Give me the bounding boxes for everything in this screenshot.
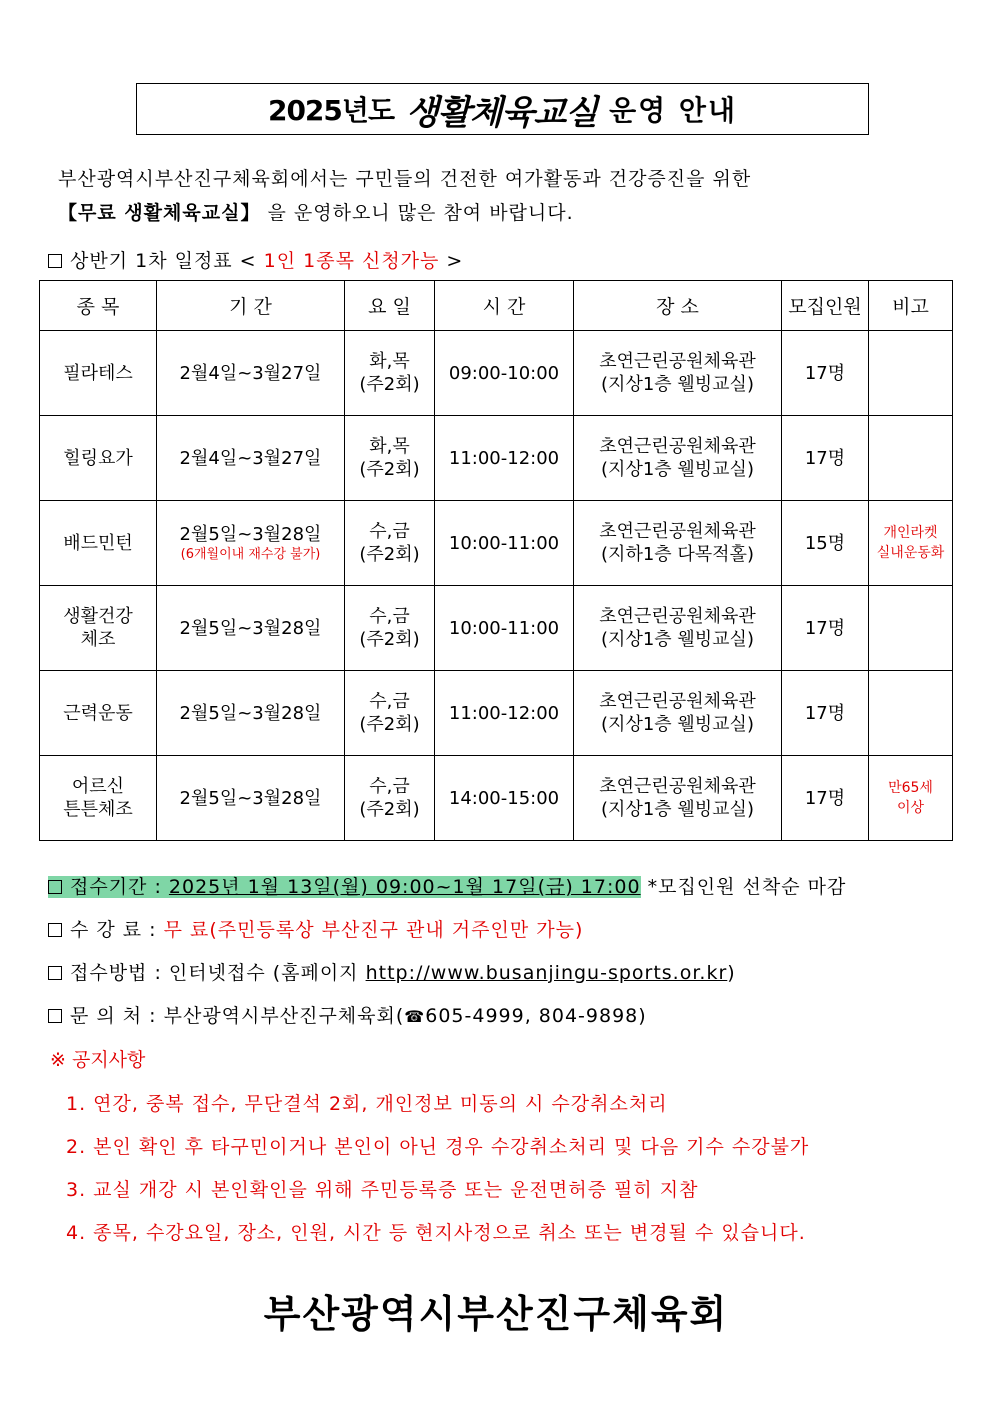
cell-count: 17명: [782, 586, 869, 671]
checkbox-square-icon: [48, 880, 62, 894]
cell-period: [157, 671, 345, 756]
cell-sport: 배드민턴: [40, 501, 157, 586]
days-text: 화,목: [369, 351, 410, 372]
schedule-highlight: 1인 1종목 신청가능: [263, 250, 440, 272]
cell-sport: 힐링요가: [40, 416, 157, 501]
notice-item-3: 3. 교실 개강 시 본인확인을 위해 주민등록증 또는 운전면허증 필히 지참: [66, 1179, 699, 1201]
freq-text: (주2회): [359, 459, 420, 480]
notice-item-4: 4. 종목, 수강요일, 장소, 인원, 시간 등 현지사정으로 취소 또는 변경될 수 있습니다.: [66, 1222, 806, 1244]
intro-rest: 을 운영하오니 많은 참여 바랍니다.: [260, 202, 574, 224]
cell-days: [345, 416, 435, 501]
place-room: (지상1층 웰빙교실): [601, 714, 754, 735]
header-time: 시 간: [435, 281, 574, 331]
cell-place: [574, 331, 782, 416]
table-row: [40, 416, 953, 501]
notice-item-1: 1. 연강, 중복 접수, 무단결석 2회, 개인정보 미동의 시 수강취소처리: [66, 1093, 668, 1115]
table-row: [40, 331, 953, 416]
place-name: 초연근린공원체육관: [599, 351, 756, 372]
cell-note: [869, 331, 953, 416]
schedule-heading: [48, 246, 463, 273]
method-line: [48, 958, 736, 985]
checkbox-square-icon: [48, 923, 62, 937]
cell-count: 17명: [782, 416, 869, 501]
cell-note: [869, 586, 953, 671]
cell-period: [157, 501, 345, 586]
method-url-link[interactable]: http://www.busanjingu-sports.or.kr: [365, 962, 728, 984]
place-name: 초연근린공원체육관: [599, 691, 756, 712]
cell-count: 15명: [782, 501, 869, 586]
cell-place: [574, 501, 782, 586]
contact-label: 문 의 처 : 부산광역시부산진구체육회(: [70, 1005, 405, 1027]
header-note: 비고: [869, 281, 953, 331]
period-note: (6개월이내 재수강 불가): [180, 547, 321, 562]
reception-note: *모집인원 선착순 마감: [640, 876, 847, 898]
place-name: 초연근린공원체육관: [599, 521, 756, 542]
period-text: 2월5일~3월28일: [179, 524, 322, 545]
cell-period: [157, 416, 345, 501]
note-line-2: 이상: [896, 800, 925, 816]
freq-text: (주2회): [359, 629, 420, 650]
checkbox-square-icon: [48, 1009, 62, 1023]
freq-text: (주2회): [359, 714, 420, 735]
cell-count: 17명: [782, 671, 869, 756]
note-line-1: 개인라켓: [883, 525, 938, 541]
cell-days: [345, 671, 435, 756]
header-count: 모집인원: [782, 281, 869, 331]
checkbox-square-icon: [48, 254, 62, 268]
table-header-row: [40, 281, 953, 331]
cell-sport: 필라테스: [40, 331, 157, 416]
intro-line-2: [58, 196, 751, 230]
method-end: ): [727, 962, 736, 984]
checkbox-square-icon: [48, 966, 62, 980]
cell-period: [157, 331, 345, 416]
cell-note: [869, 416, 953, 501]
header-days: 요 일: [345, 281, 435, 331]
cell-place: [574, 756, 782, 841]
cell-place: [574, 416, 782, 501]
cell-sport: 생활건강 체조: [40, 586, 157, 671]
cell-time: 11:00-12:00: [435, 671, 574, 756]
note-line-2: 실내운동화: [876, 545, 945, 561]
cell-sport: 어르신 튼튼체조: [40, 756, 157, 841]
days-text: 수,금: [369, 606, 410, 627]
cell-period: [157, 756, 345, 841]
fee-line: [48, 915, 583, 942]
fee-value: 무 료(주민등록상 부산진구 관내 거주인만 가능): [163, 919, 584, 941]
note-line-1: 만65세: [888, 780, 933, 796]
period-text: 2월5일~3월28일: [179, 617, 322, 639]
cell-time: 14:00-15:00: [435, 756, 574, 841]
reception-highlight: [48, 876, 641, 898]
freq-text: (주2회): [359, 544, 420, 565]
intro-bold: 【무료 생활체육교실】: [58, 202, 261, 224]
intro-line-1: 부산광역시부산진구체육회에서는 구민들의 건전한 여가활동과 건강증진을 위한: [58, 168, 752, 190]
table-row: [40, 756, 953, 841]
cell-days: [345, 331, 435, 416]
days-text: 수,금: [369, 691, 410, 712]
period-text: 2월4일~3월27일: [179, 362, 322, 384]
period-text: 2월5일~3월28일: [179, 702, 322, 724]
cell-sport: 근력운동: [40, 671, 157, 756]
notice-item-2: 2. 본인 확인 후 타구민이거나 본인이 아닌 경우 수강취소처리 및 다음 기수 수강불가: [66, 1136, 810, 1158]
cell-count: 17명: [782, 331, 869, 416]
header-place: 장 소: [574, 281, 782, 331]
cell-time: 11:00-12:00: [435, 416, 574, 501]
period-text: 2월5일~3월28일: [179, 787, 322, 809]
reception-line: [48, 872, 846, 899]
place-room: (지상1층 웰빙교실): [601, 374, 754, 395]
cell-time: 10:00-11:00: [435, 501, 574, 586]
header-sport: 종 목: [40, 281, 157, 331]
period-text: 2월4일~3월27일: [179, 447, 322, 469]
title-suffix: 운영 안내: [609, 94, 738, 127]
place-room: (지하1층 다목적홀): [601, 544, 754, 565]
reception-label: 접수기간 :: [70, 876, 169, 898]
cell-time: 09:00-10:00: [435, 331, 574, 416]
table-row: [40, 586, 953, 671]
schedule-label: 상반기 1차 일정표 <: [70, 250, 264, 272]
cell-note: [869, 756, 953, 841]
contact-line: [48, 1001, 647, 1028]
cell-days: [345, 756, 435, 841]
contact-value: 605-4999, 804-9898): [425, 1005, 647, 1027]
cell-days: [345, 501, 435, 586]
reception-value: 2025년 1월 13일(월) 09:00~1월 17일(금) 17:00: [168, 876, 641, 898]
title-year: 2025년도: [267, 94, 394, 127]
place-name: 초연근린공원체육관: [599, 776, 756, 797]
cell-count: 17명: [782, 756, 869, 841]
method-label: 접수방법 : 인터넷접수 (홈페이지: [70, 962, 366, 984]
freq-text: (주2회): [359, 799, 420, 820]
place-room: (지상1층 웰빙교실): [601, 459, 754, 480]
schedule-end: >: [439, 250, 464, 272]
intro-paragraph: [58, 162, 751, 230]
cell-note: [869, 671, 953, 756]
place-name: 초연근린공원체육관: [599, 606, 756, 627]
days-text: 수,금: [369, 776, 410, 797]
title-highlight: 생활체육교실: [406, 92, 598, 133]
table-row: [40, 501, 953, 586]
cell-place: [574, 671, 782, 756]
fee-label: 수 강 료 :: [70, 919, 164, 941]
footer-organization: 부산광역시부산진구체육회: [263, 1292, 729, 1336]
days-text: 화,목: [369, 436, 410, 457]
title-box: [136, 83, 869, 135]
phone-icon: ☎: [404, 1007, 426, 1026]
table-row: [40, 671, 953, 756]
freq-text: (주2회): [359, 374, 420, 395]
cell-place: [574, 586, 782, 671]
place-room: (지상1층 웰빙교실): [601, 629, 754, 650]
cell-time: 10:00-11:00: [435, 586, 574, 671]
cell-note: [869, 501, 953, 586]
days-text: 수,금: [369, 521, 410, 542]
schedule-table: [39, 280, 953, 841]
notice-title: ※ 공지사항: [50, 1049, 146, 1071]
cell-period: [157, 586, 345, 671]
place-room: (지상1층 웰빙교실): [601, 799, 754, 820]
place-name: 초연근린공원체육관: [599, 436, 756, 457]
header-period: 기 간: [157, 281, 345, 331]
cell-days: [345, 586, 435, 671]
